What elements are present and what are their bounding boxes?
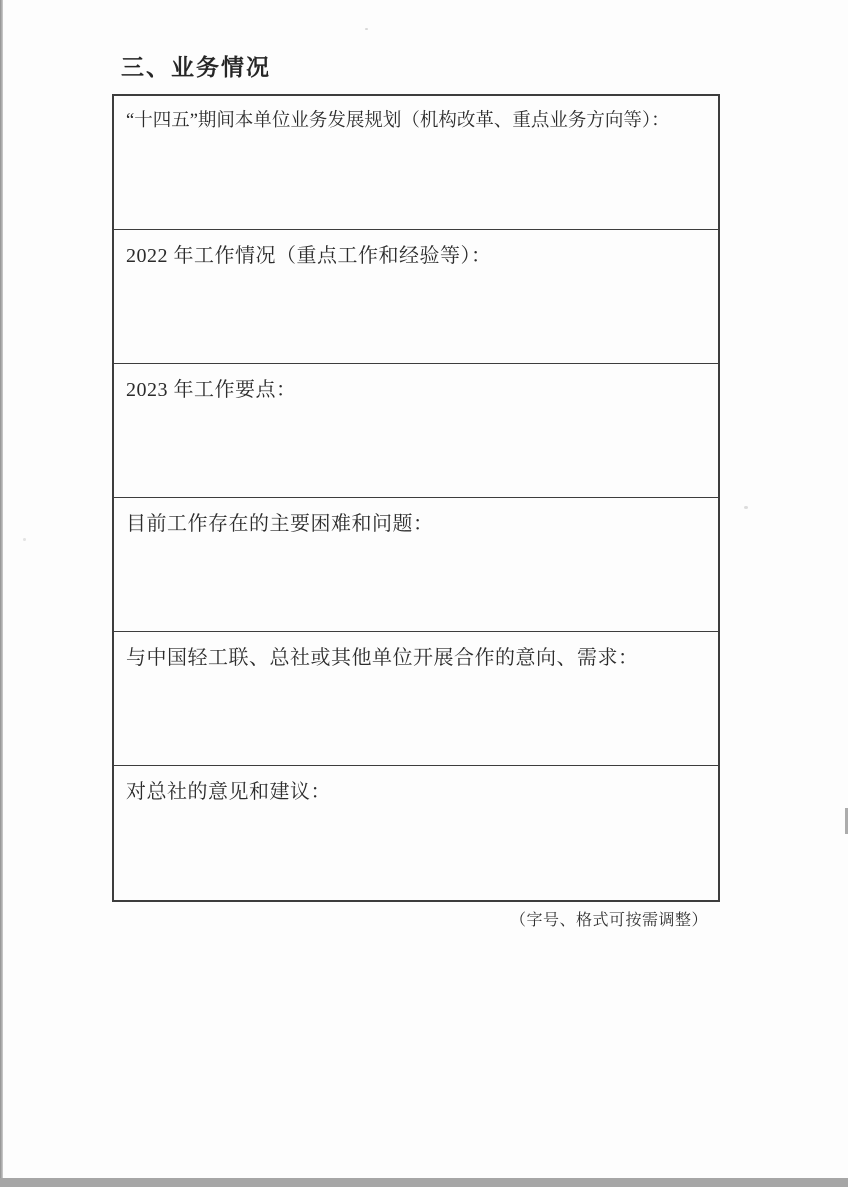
scan-edge-artifact-bottom [0,1178,848,1187]
row-label: 目前工作存在的主要困难和问题： [126,513,434,535]
table-row-suggestions [114,766,718,900]
table-row-development-plan [114,96,718,230]
section-title: 三、业务情况 [121,55,271,80]
row-label: 对总社的意见和建议： [126,781,331,803]
footer-note: （字号、格式可按需调整） [509,912,708,929]
scan-speck [23,538,26,541]
business-status-form-table [112,94,720,902]
row-label: 2022 年工作情况（重点工作和经验等）： [126,245,492,267]
scan-speck [365,28,368,30]
table-row-2023-key-points [114,364,718,498]
row-label: 与中国轻工联、总社或其他单位开展合作的意向、需求： [126,647,639,669]
table-row-cooperation-intent [114,632,718,766]
table-row-difficulties [114,498,718,632]
row-label: “十四五”期间本单位业务发展规划（机构改革、重点业务方向等）： [126,111,670,131]
table-row-2022-work [114,230,718,364]
scan-speck [744,506,748,509]
scan-edge-artifact-left [0,0,3,1187]
row-label: 2023 年工作要点： [126,379,297,401]
